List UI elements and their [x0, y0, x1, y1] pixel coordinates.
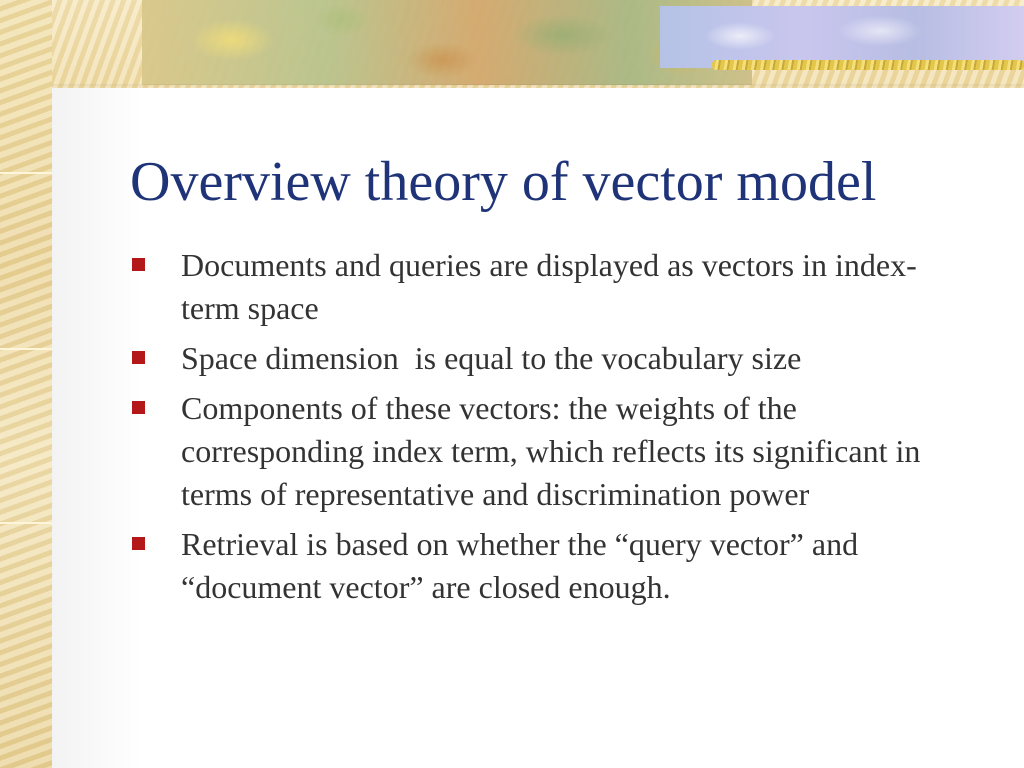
band-gold-streak [712, 60, 1024, 70]
bullet-text: Components of these vectors: the weights of the corresponding index term, which reflects its significant in terms of representative and discrimination power [181, 390, 921, 512]
square-bullet-icon [132, 258, 145, 271]
left-decorative-strip [0, 0, 52, 768]
bullet-item [130, 244, 970, 330]
bullet-item [130, 387, 970, 516]
strip-seam [0, 348, 52, 350]
bullet-text: Retrieval is based on whether the “query vector” and “document vector” are closed enough. [181, 526, 859, 605]
square-bullet-icon [132, 537, 145, 550]
bullet-text: Documents and queries are displayed as vectors in index-term space [181, 247, 917, 326]
square-bullet-icon [132, 351, 145, 364]
band-blue-image [660, 6, 1024, 68]
bullet-item [130, 337, 970, 380]
strip-seam [0, 522, 52, 524]
bullet-text: Space dimension is equal to the vocabulary size [181, 340, 802, 376]
slide-title: Overview theory of vector model [130, 151, 877, 213]
square-bullet-icon [132, 401, 145, 414]
top-decorative-band [52, 0, 1024, 88]
bullet-list [130, 244, 970, 616]
strip-seam [0, 172, 52, 174]
bullet-item [130, 523, 970, 609]
